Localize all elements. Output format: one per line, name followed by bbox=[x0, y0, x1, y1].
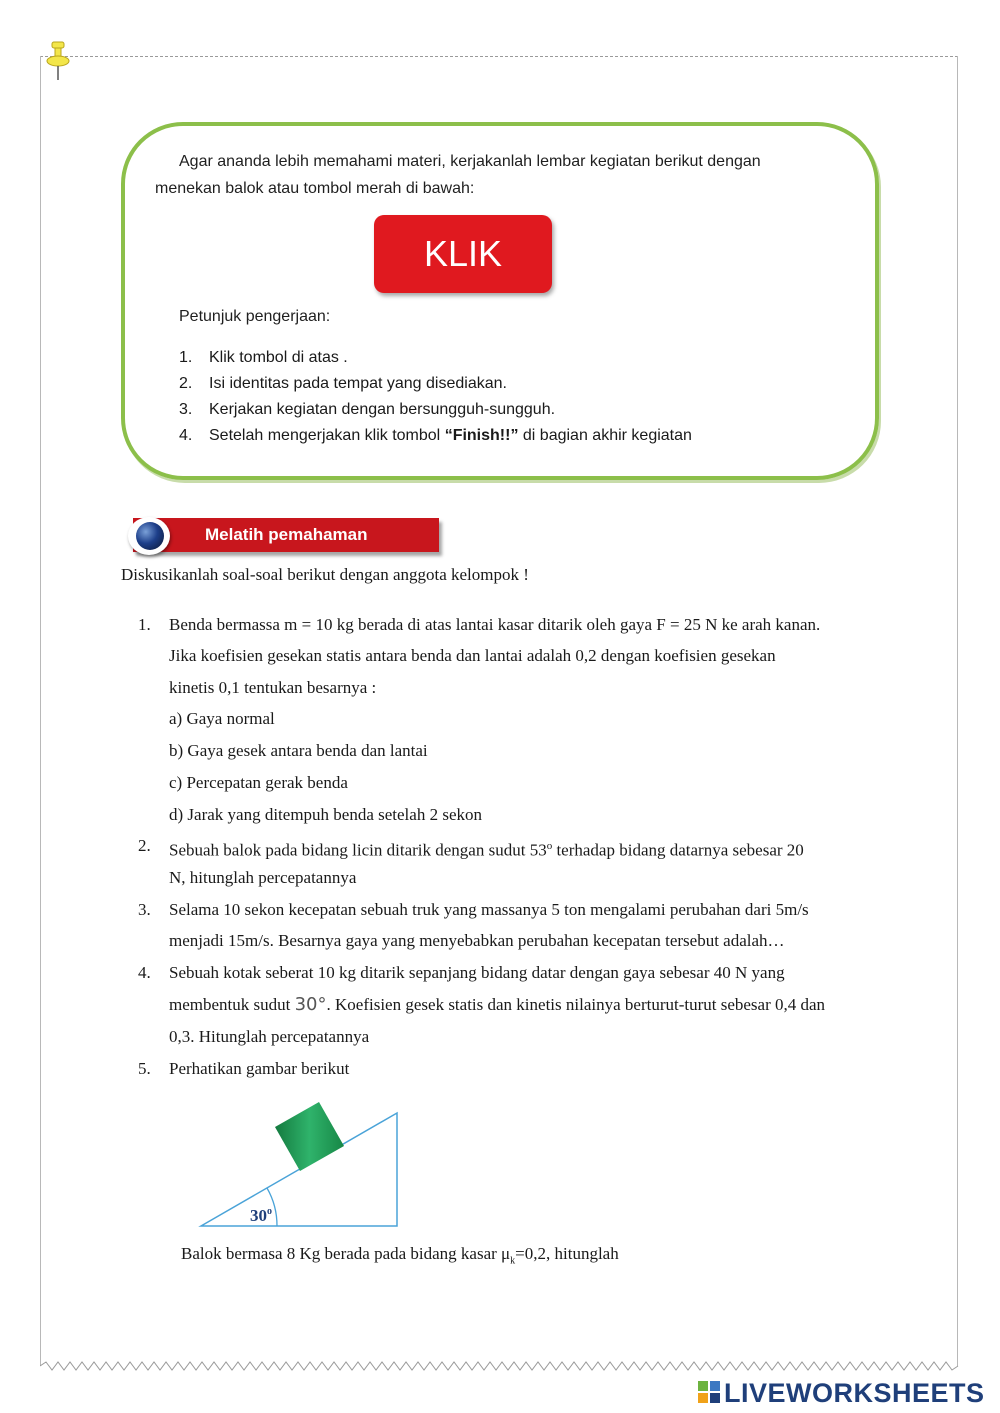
question-1-line-2: Jika koefisien gesekan statis antara benda dan lantai adalah 0,2 dengan koefisien gesekan bbox=[169, 646, 776, 665]
question-1-line-3: kinetis 0,1 tentukan besarnya : bbox=[169, 678, 377, 697]
instruction-step bbox=[179, 345, 692, 371]
page-bottom-edge bbox=[40, 1360, 960, 1372]
angle-value: 30° bbox=[294, 994, 327, 1015]
caption-text-end: =0,2, hitunglah bbox=[515, 1244, 619, 1263]
instructions-title: Petunjuk pengerjaan: bbox=[179, 308, 331, 325]
degree-superscript: o bbox=[546, 840, 553, 852]
step-text: Klik tombol di atas . bbox=[209, 349, 348, 366]
question-1-part-b: b) Gaya gesek antara benda dan lantai bbox=[169, 741, 428, 760]
page-border-left bbox=[40, 56, 41, 1366]
figure-angle-label bbox=[250, 1206, 272, 1225]
question-3-line-2: menjadi 15m/s. Besarnya gaya yang menyebabkan perubahan kecepatan tersebut adalah… bbox=[169, 931, 785, 950]
figure-angle-degree: o bbox=[267, 1206, 272, 1217]
question-number: 3. bbox=[138, 900, 151, 919]
step-text: Kerjakan kegiatan dengan bersungguh-sungguh. bbox=[209, 401, 556, 418]
question-1-part-a: a) Gaya normal bbox=[169, 709, 275, 728]
green-block bbox=[275, 1102, 344, 1171]
intro-line-1: Agar ananda lebih memahami materi, kerjakanlah lembar kegiatan berikut dengan bbox=[179, 153, 761, 170]
question-4-line-3: 0,3. Hitunglah percepatannya bbox=[169, 1027, 370, 1046]
pushpin-icon bbox=[44, 40, 74, 82]
question-4-line-1: Sebuah kotak seberat 10 kg ditarik sepanjang bidang datar dengan gaya sebesar 40 N yang bbox=[169, 963, 785, 982]
incline-figure bbox=[195, 1095, 410, 1235]
question-1-part-c: c) Percepatan gerak benda bbox=[169, 773, 348, 792]
page-border-right bbox=[957, 56, 958, 1366]
step-number: 3. bbox=[179, 401, 193, 418]
question-2-line-1 bbox=[169, 835, 804, 862]
question-1-line-1: Benda bermassa m = 10 kg berada di atas lantai kasar ditarik oleh gaya F = 25 N ke arah kanan. bbox=[169, 615, 821, 634]
instruction-steps bbox=[179, 345, 692, 449]
question-4-line-2 bbox=[169, 994, 825, 1016]
instruction-step bbox=[179, 397, 692, 423]
question-2-line-2: N, hitunglah percepatannya bbox=[169, 868, 357, 887]
page-border-top bbox=[40, 56, 958, 57]
step-number: 2. bbox=[179, 375, 193, 392]
question-5-caption bbox=[181, 1243, 619, 1272]
question-number: 1. bbox=[138, 615, 151, 634]
step-number: 1. bbox=[179, 349, 193, 366]
klik-button[interactable]: KLIK bbox=[374, 215, 552, 293]
liveworksheets-logo[interactable]: LIVEWORKSHEETS bbox=[724, 1378, 985, 1408]
question-number: 4. bbox=[138, 963, 151, 982]
section-subtitle: Diskusikanlah soal-soal berikut dengan anggota kelompok ! bbox=[121, 565, 529, 584]
question-number: 5. bbox=[138, 1059, 151, 1078]
question-2-text: Sebuah balok pada bidang licin ditarik dengan sudut 53 bbox=[169, 840, 547, 860]
caption-text: Balok bermasa 8 Kg berada pada bidang kasar μ bbox=[181, 1244, 511, 1263]
instruction-step bbox=[179, 371, 692, 397]
intro-line-2: menekan balok atau tombol merah di bawah: bbox=[155, 180, 475, 197]
finish-label: “Finish!!” bbox=[444, 427, 519, 444]
question-2-text-end: terhadap bidang datarnya sebesar 20 bbox=[552, 840, 804, 860]
question-5-line-1: Perhatikan gambar berikut bbox=[169, 1059, 350, 1078]
step-text: Setelah mengerjakan klik tombol bbox=[209, 427, 445, 444]
liveworksheets-logo-icon bbox=[698, 1381, 720, 1403]
question-4-text-end: . Koefisien gesek statis dan kinetis nilainya berturut-turut sebesar 0,4 dan bbox=[326, 995, 826, 1014]
question-number: 2. bbox=[138, 836, 151, 855]
section-title: Melatih pemahaman bbox=[205, 525, 368, 544]
question-4-text: membentuk sudut bbox=[169, 995, 295, 1014]
instruction-step bbox=[179, 423, 692, 449]
question-1-part-d: d) Jarak yang ditempuh benda setelah 2 sekon bbox=[169, 805, 482, 824]
step-text-end: di bagian akhir kegiatan bbox=[518, 427, 692, 444]
step-text: Isi identitas pada tempat yang disediakan. bbox=[209, 375, 507, 392]
mu-subscript: k bbox=[510, 1255, 516, 1267]
step-number: 4. bbox=[179, 427, 193, 444]
figure-angle-value: 30 bbox=[250, 1206, 267, 1225]
question-3-line-1: Selama 10 sekon kecepatan sebuah truk yang massanya 5 ton mengalami perubahan dari 5m/s bbox=[169, 900, 809, 919]
globe-icon bbox=[136, 522, 164, 550]
